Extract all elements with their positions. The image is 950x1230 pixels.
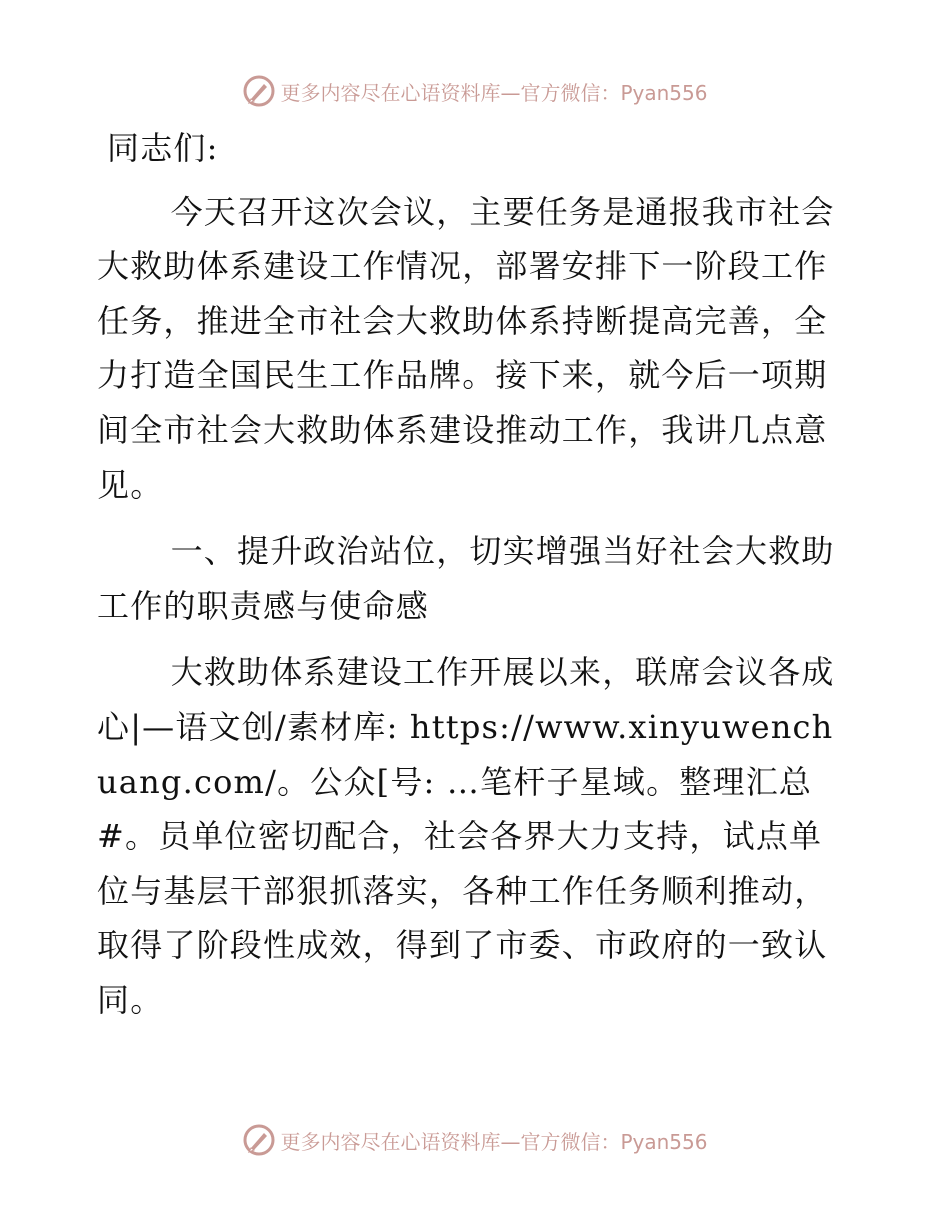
- paragraph-achievements: 大救助体系建设工作开展以来，联席会议各成心|—语文创/素材库: https://www.xinyuwenchuang.com/。公众[号: …笔杆子星域。整理汇总#。员单位密切配合，社会各界大力支持，试点单位与基层干部狠抓落实，各种工作任务顺利推动，取得了阶段性成效，得到了市委、市政府的一致认同。: [97, 653, 835, 1019]
- header-watermark: [0, 71, 950, 111]
- section-heading-1: 一、提升政治站位，切实增强当好社会大救助工作的职责感与使命感: [97, 532, 835, 625]
- paragraph-intro: 今天召开这次会议，主要任务是通报我市社会大救助体系建设工作情况，部署安排下一阶段工作任务，推进全市社会大救助体系持断提高完善，全力打造全国民生工作品牌。接下来，就今后一项期间全市社会大救助体系建设推动工作，我讲几点意见。: [97, 192, 835, 504]
- watermark-text: 更多内容尽在心语资料库—官方微信：Pyan556: [280, 1129, 708, 1154]
- pen-logo-icon: [242, 1123, 276, 1157]
- pen-logo-icon: [242, 74, 276, 108]
- document-body: [97, 121, 853, 1028]
- watermark-text: 更多内容尽在心语资料库—官方微信：Pyan556: [280, 80, 708, 105]
- salutation: 同志们:: [107, 129, 219, 167]
- footer-watermark: [0, 1120, 950, 1160]
